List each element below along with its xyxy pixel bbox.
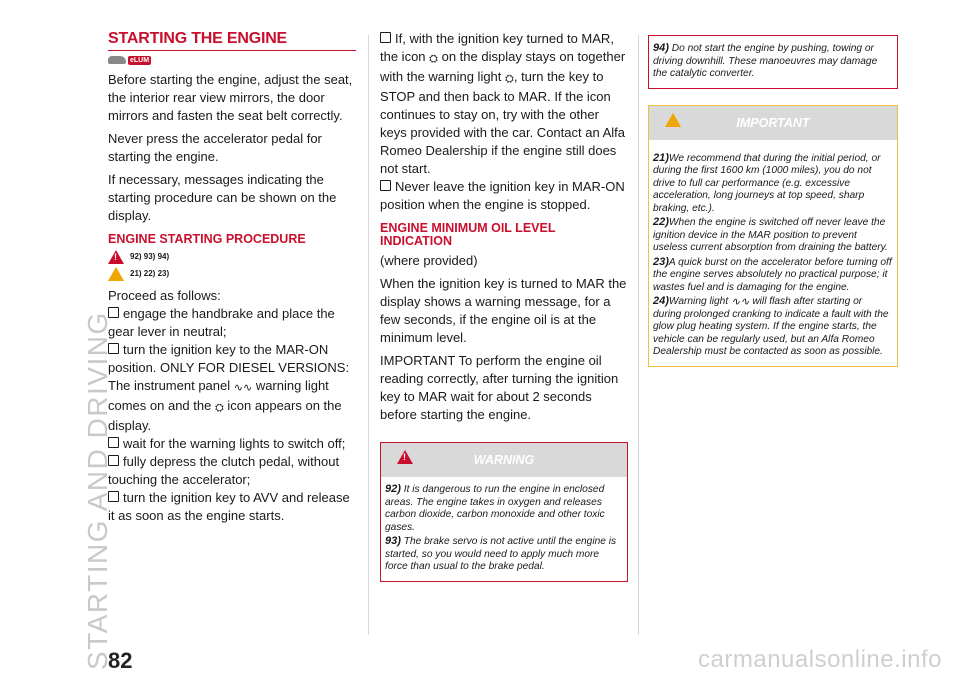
note-item: 22)When the engine is switched off never leave the ignition device in the MAR position to prevent useless current absorption from draining the battery.	[653, 216, 888, 253]
checkbox-bullet-icon	[108, 455, 119, 466]
note-item: 24)Warning light ∿∿ will flash after starting or during prolonged cranking to indicate a fault with the glow plug heating system. If the engine starts, the vehicle can be regularly used, but an Alfa Romeo Dealership must be contacted as soon as possible.	[653, 295, 889, 357]
procedure-heading: ENGINE STARTING PROCEDURE	[108, 231, 306, 246]
car-lum-icon	[108, 56, 151, 65]
warning-panel-continued	[648, 35, 898, 89]
column-2	[380, 30, 628, 582]
warning-panel	[380, 442, 628, 582]
note-item: 21)We recommend that during the initial period, or during the first 1600 km (1000 miles), you do not drive to full car performance (e.g. excessive acceleration, long journeys at top speed, sharp braking, etc.).	[653, 151, 881, 214]
list-item: fully depress the clutch pedal, without touching the accelerator;	[108, 453, 340, 487]
warning-panel-body	[649, 36, 897, 88]
glow-plug-icon: ∿∿	[233, 381, 253, 394]
engine-warning-icon: ⛭	[505, 73, 514, 85]
warning-panel-body	[381, 477, 627, 581]
car-body-icon	[108, 56, 126, 64]
warning-panel-header: ! WARNING	[381, 443, 627, 477]
important-triangle-icon	[108, 267, 124, 281]
checkbox-bullet-icon	[108, 491, 119, 502]
checkbox-bullet-icon	[380, 180, 391, 191]
checkbox-bullet-icon	[108, 437, 119, 448]
list-item: turn the ignition key to AVV and release it as soon as the engine starts.	[108, 489, 350, 523]
section-title: STARTING THE ENGINE	[108, 30, 356, 51]
note-item: 94) Do not start the engine by pushing, towing or driving downhill. These manoeuvres may damage the catalytic converter.	[653, 42, 878, 79]
oil-paragraph: (where provided)	[380, 253, 478, 268]
lum-badge: eLUM	[130, 56, 150, 64]
list-item: turn the ignition key to the MAR-ON position. ONLY FOR DIESEL VERSIONS: The instrument panel ∿∿ warning light comes on and the ⛭ icon appears on the display.	[108, 341, 350, 433]
proceed-text: Proceed as follows:	[108, 287, 221, 303]
oil-paragraph: When the ignition key is turned to MAR the display shows a warning message, for a few seconds, if the engine oil is at the minimum level.	[380, 276, 627, 345]
list-item: Never leave the ignition key in MAR-ON position when the engine is stopped.	[380, 179, 625, 212]
glow-plug-icon: ∿∿	[731, 296, 750, 308]
column-1	[108, 30, 356, 525]
oil-heading: ENGINE MINIMUM OIL LEVEL INDICATION	[380, 221, 556, 248]
important-reference: 21) 22) 23)	[108, 267, 356, 281]
side-section-title: STARTING AND DRIVING	[82, 311, 113, 670]
engine-icon: ⛭	[429, 53, 438, 65]
intro-paragraph: Before starting the engine, adjust the seat, the interior rear view mirrors, the door mirrors and fasten the seat belt correctly.	[108, 71, 353, 123]
note-item: 93) The brake servo is not active until the engine is started, so you would need to apply much more force than usual to the brake pedal.	[385, 535, 617, 572]
important-panel	[648, 105, 898, 367]
engine-icon: ⛭	[214, 401, 224, 414]
intro-paragraph: If necessary, messages indicating the starting procedure can be shown on the display.	[108, 171, 337, 223]
oil-paragraph: IMPORTANT To perform the engine oil reading correctly, after turning the ignition key to MAR wait for about 2 seconds before starting the engine.	[380, 353, 619, 422]
important-triangle-icon	[665, 113, 681, 127]
note-item: 23)A quick burst on the accelerator before turning off the engine serves absolutely no practical purpose; it wastes fuel and is damaging for the engine.	[653, 255, 892, 293]
page-number: 82	[108, 648, 133, 673]
warning-triangle-icon	[108, 250, 124, 264]
intro-paragraph: Never press the accelerator pedal for starting the engine.	[108, 130, 322, 164]
list-item: engage the handbrake and place the gear lever in neutral;	[108, 305, 335, 339]
note-item: 92) It is dangerous to run the engine in enclosed areas. The engine takes in oxygen and releases carbon dioxide, carbon monoxide and other toxic gases.	[385, 483, 605, 533]
warning-reference: ! 92) 93) 94)	[108, 250, 356, 264]
column-divider	[638, 35, 639, 635]
important-panel-body	[649, 140, 897, 366]
important-panel-header: IMPORTANT	[649, 106, 897, 140]
list-item: wait for the warning lights to switch off;	[108, 435, 356, 453]
watermark: carmanualsonline.info	[698, 646, 942, 673]
checkbox-bullet-icon	[108, 307, 119, 318]
checkbox-bullet-icon	[380, 32, 391, 43]
list-item: If, with the ignition key turned to MAR, the icon ⛭ on the display stays on together with the warning light ⛭, turn the key to STOP and then back to MAR. If the icon continues to stay on, try with the other keys provided with the car. Contact an Alfa Romeo Dealership if the engine still does not start.	[380, 31, 626, 176]
column-divider	[368, 35, 369, 635]
warning-triangle-icon	[397, 450, 413, 464]
checkbox-bullet-icon	[108, 343, 119, 354]
column-3	[648, 30, 898, 367]
